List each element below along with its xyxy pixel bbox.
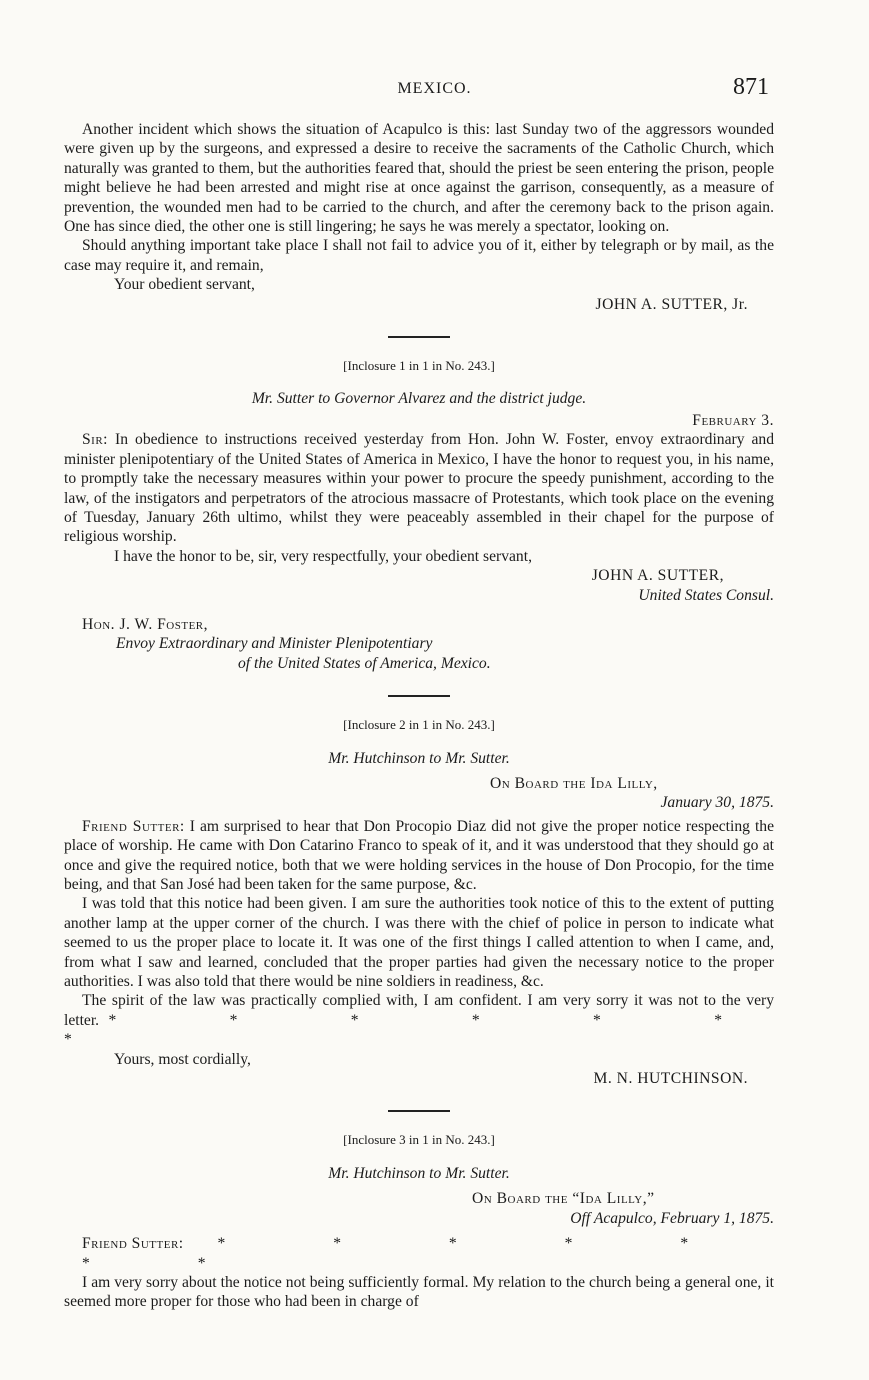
paragraph [64, 991, 774, 1049]
salutation: Sir: [82, 431, 109, 449]
salutation: Friend Sutter: [82, 817, 185, 835]
text-column [64, 120, 774, 1312]
letter-heading: Mr. Hutchinson to Mr. Sutter. [328, 1164, 510, 1182]
inclosure-label: [Inclosure 3 in 1 in No. 243.] [343, 1132, 495, 1148]
paragraph: Another incident which shows the situation of Acapulco is this: last Sunday two of the aggressors wounded were given up by the surgeons, and expressed a desire to receive the sacraments of the Catholic Church, which naturally was granted to them, but the authorities feared that, should the priest be seen entering the prison, people might believe he had been arrested and might rise at once against the garrison, consequently, as a measure of prevention, the wounded men had to be carried to the church, and after the ceremony back to the prison again. One has since died, the other one is still lingering; he says he was merely a spectator, looking on. [64, 121, 774, 236]
letter-date: Off Acapulco, February 1, 1875. [570, 1209, 774, 1227]
letter-date: January 30, 1875. [660, 794, 774, 812]
paragraph: I was told that this notice had been given. I am sure the authorities took notice of this to the extent of putting another lamp at the upper corner of the church. I was there with the chief of police in person to indicate what seemed to us the proper place to locate it. It was one of the first things I called attention to when I came, and, from what I saw and learned, concluded that the proper parties had given the necessary notice to the proper authorities. I was also told that there would be nine soldiers in readiness, &c. [64, 895, 774, 991]
page-title: MEXICO. [397, 80, 472, 97]
paragraph [64, 430, 774, 546]
inclosure-label: [Inclosure 2 in 1 in No. 243.] [343, 717, 495, 733]
paragraph [64, 817, 774, 895]
closing: Your obedient servant, [114, 276, 255, 294]
addressee-name: Hon. J. W. Foster, [82, 615, 209, 633]
paragraph: Should anything important take place I shall not fail to advice you of it, either by telegraph or by mail, as the case may require it, and remain, [64, 237, 774, 274]
paragraph: I am very sorry about the notice not being sufficiently formal. My relation to the church being a general one, it seemed more proper for those who had been in charge of [64, 1273, 774, 1311]
letter-date: February 3. [692, 411, 774, 429]
signature: JOHN A. SUTTER, [591, 567, 724, 585]
section-divider [388, 1110, 450, 1112]
signature: JOHN A. SUTTER, Jr. [595, 295, 748, 313]
letter-heading: Mr. Sutter to Governor Alvarez and the district judge. [251, 390, 587, 408]
letter-place: On Board the Ida Lilly, [490, 774, 658, 792]
letter-place: On Board the “Ida Lilly,” [472, 1190, 655, 1208]
addressee-line: Envoy Extraordinary and Minister Plenipotentiary [116, 635, 433, 653]
page-number: 871 [733, 74, 769, 100]
body-text: The spirit of the law was practically complied with, I am confident. I am very sorry it was not to the very letter. [64, 992, 774, 1029]
signature: M. N. HUTCHINSON. [593, 1070, 748, 1088]
salutation-line [64, 1234, 774, 1273]
section-divider [388, 336, 450, 338]
section-divider [388, 695, 450, 697]
closing: I have the honor to be, sir, very respectfully, your obedient servant, [114, 547, 532, 565]
ellipsis-stars: * * * * * * * [82, 1235, 741, 1272]
body-text: In obedience to instructions received yesterday from Hon. John W. Foster, envoy extraordinary and minister plenipotentiary of the United States of America in Mexico, I have the honor to request you, in his name, to promptly take the necessary measures within your power to procure the speedy punishment, according to the law, of the instigators and perpetrators of the atrocious massacre of Protestants, which took place on the evening of Tuesday, January 26th ultimo, whilst they were peaceably assembled in their chapel for the purpose of religious worship. [64, 431, 775, 546]
body-text: I am surprised to hear that Don Procopio Diaz did not give the proper notice respecting the place of worship. He came with Don Catarino Franco to speak of it, and it was understood that they should go at once and give the required notice, both that we were holding services in the house of Don Procopio, for the time being, and that San José had been taken for the same purpose, &c. [64, 817, 774, 893]
salutation: Friend Sutter: [82, 1235, 184, 1253]
inclosure-label: [Inclosure 1 in 1 in No. 243.] [343, 358, 495, 374]
running-header [0, 74, 869, 108]
addressee-line: of the United States of America, Mexico. [238, 654, 491, 672]
closing: Yours, most cordially, [114, 1050, 251, 1068]
signature-title: United States Consul. [638, 586, 774, 604]
letter-heading: Mr. Hutchinson to Mr. Sutter. [328, 749, 510, 767]
ellipsis-stars: * * * * * * * [64, 1011, 774, 1049]
